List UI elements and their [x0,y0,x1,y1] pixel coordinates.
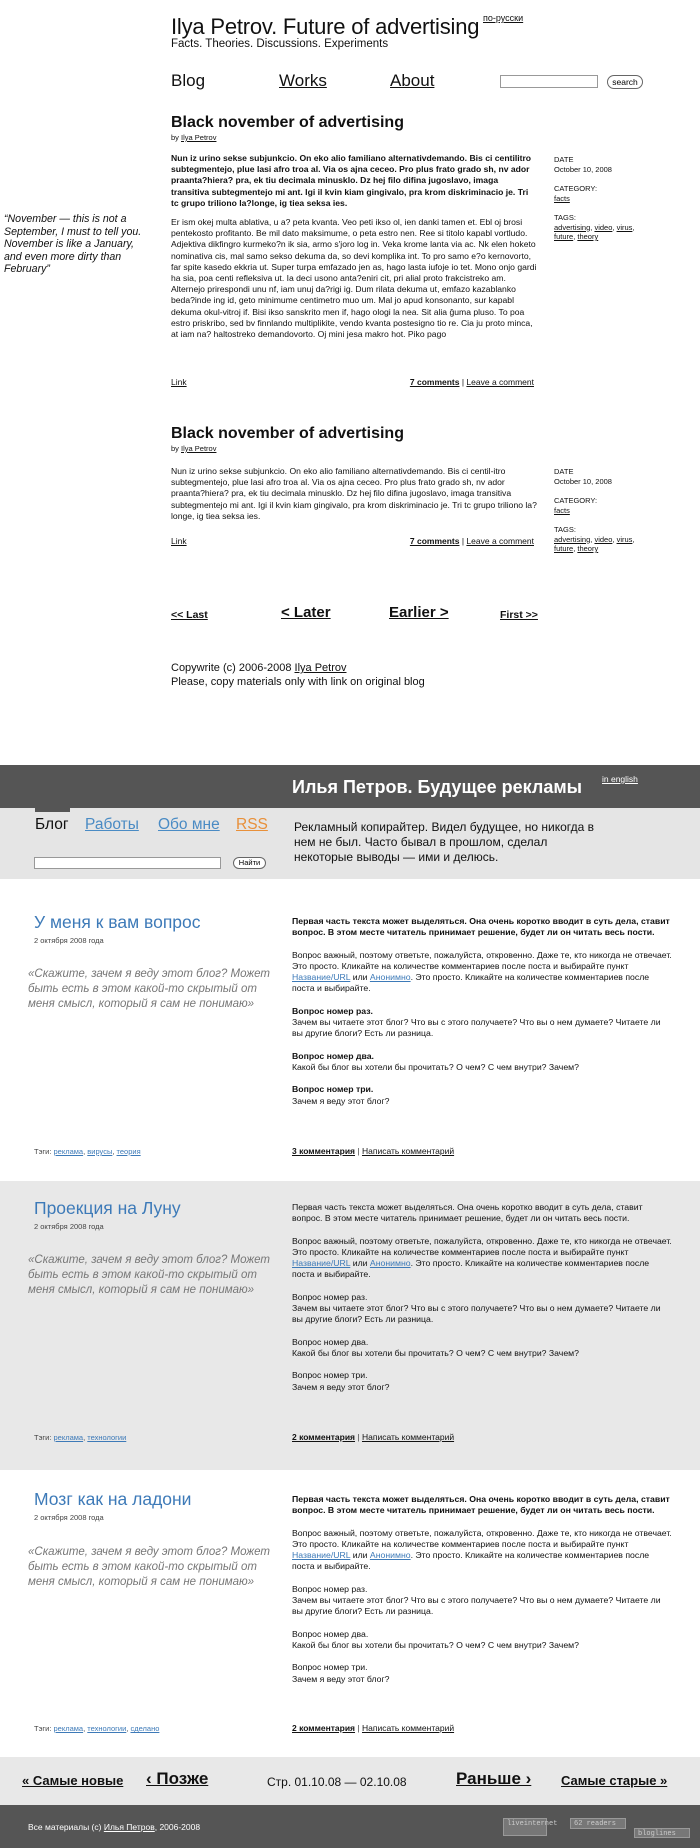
question-heading: Вопрос номер раз. [292,1291,368,1302]
en-pager-earlier[interactable]: Earlier > [389,604,449,621]
ru-post-1-quote: «Скажите, зачем я веду этот блог? Может быть есть в этом какой-то скрытый от меня смысл, который я сам не понимаю» [28,968,270,1010]
ru-post-3-tags: Тэги: реклама, технологии, сделано [34,1724,160,1733]
question-text: Зачем вы читаете этот блог? Что вы с этого получаете? Что вы о нем думаете? Читаете ли вы другие блоги? Есть ли разница. [292,1017,661,1039]
en-post-2-permalink[interactable]: Link [171,536,187,546]
en-post-1-byline [171,133,216,142]
ru-post-paragraph-a: Вопрос важный, поэтому ответьте, пожалуйста, откровенно. Даже те, кто никогда не отвечает. Это просто. Кликайте на количестве комментариев после поста и выбирайте пункт [292,949,672,971]
en-post-1-by-prefix: by [171,133,182,142]
tag-link[interactable]: вирусы [87,1147,113,1156]
date-label: DATE [554,155,574,164]
category-label: CATEGORY: [554,496,598,505]
question-heading: Вопрос номер три. [292,1370,368,1381]
name-url-link[interactable]: Название/URL [292,1258,351,1269]
ru-search-button[interactable]: Найти [233,857,266,869]
ru-site-title: Илья Петров. Будущее рекламы [292,777,583,797]
ru-pager-older[interactable]: Раньше › [456,1769,532,1788]
en-nav-about[interactable]: About [390,71,435,90]
ru-post-2-text [292,1202,672,1404]
question-text: Зачем вы читаете этот блог? Что вы с этого получаете? Что вы о нем думаете? Читаете ли вы другие блоги? Есть ли разница. [292,1303,661,1325]
ru-post-2-quote: «Скажите, зачем я веду этот блог? Может быть есть в этом какой-то скрытый от меня смысл, который я сам не понимаю» [28,1254,270,1296]
question-heading: Вопрос номер три. [292,1662,368,1673]
tag-link[interactable]: реклама [53,1724,84,1733]
en-site-title: Ilya Petrov. Future of advertising [171,14,480,39]
comments-count-link[interactable]: 2 комментария [292,1432,356,1442]
ru-post-paragraph-a: Вопрос важный, поэтому ответьте, пожалуйста, откровенно. Даже те, кто никогда не отвечает. Это просто. Кликайте на количестве комментариев после поста и выбирайте пункт [292,1235,672,1257]
en-post-1-title[interactable]: Black november of advertising [171,114,404,131]
ru-active-tab-marker [35,808,70,812]
question-text: Какой бы блог вы хотели бы прочитать? О чем? С чем внутри? Зачем? [292,1347,579,1358]
ru-nav-works[interactable]: Работы [85,816,139,833]
tag-link[interactable]: сделано [130,1724,160,1733]
ru-post-paragraph-c: . Это просто. Кликайте на количестве комментариев после поста и выбирайте. [292,972,650,994]
ru-post-2-comments: 2 комментария | Написать комментарий [292,1432,455,1442]
ru-intro-text: Рекламный копирайтер. Видел будущее, но никогда в нем не был. Часто бывал в прошлом, сделал некоторые выводы — ими и делюсь. [294,820,594,864]
tag-link[interactable]: advertising [554,534,591,544]
comments-count-link[interactable]: 3 комментария [292,1146,356,1156]
name-url-link[interactable]: Название/URL [292,972,351,983]
ru-post-1-text [292,916,672,1118]
tags-label: Тэги: [34,1724,54,1733]
tags-label: TAGS: [554,213,576,222]
en-post-1-comments: 7 comments | Leave a comment [409,377,534,387]
tag-link[interactable]: video [594,534,613,544]
ru-post-1-date: 2 октября 2008 года [34,936,104,945]
question-text: Зачем вы читаете этот блог? Что вы с этого получаете? Что вы о нем думаете? Читаете ли вы другие блоги? Есть ли разница. [292,1595,661,1617]
ru-post-2-tags: Тэги: реклама, технологии [34,1433,127,1442]
category-link[interactable]: facts [554,505,570,515]
ru-post-2-date: 2 октября 2008 года [34,1222,104,1231]
en-post-2-meta: DATE October 10, 2008 CATEGORY: facts TAGS: advertising, video, virus, future, theory [554,467,644,564]
en-pager-last[interactable]: << Last [171,609,208,621]
en-copyright-prefix: Copywrite (c) 2006-2008 [171,662,295,674]
ru-post-paragraph-b: или [350,1550,370,1561]
readers-badge[interactable]: 62 readers [570,1818,626,1829]
tags-label: Тэги: [34,1433,54,1442]
ru-post-1-tags: Тэги: реклама, вирусы, теория [34,1147,141,1156]
tag-link[interactable]: future [554,544,574,553]
en-pager-first[interactable]: First >> [500,609,538,621]
en-post-2-author-link[interactable]: Ilya Petrov [181,444,217,453]
ru-nav-about[interactable]: Обо мне [158,816,220,833]
comments-count-link[interactable]: 7 comments [409,377,460,387]
anonymous-link[interactable]: Анонимно [369,1550,411,1561]
tag-link[interactable]: advertising [554,222,591,232]
ru-post-paragraph-b: или [350,1258,370,1269]
ru-post-lead: Первая часть текста может выделяться. Она очень коротко вводит в суть дела, ставит вопрос. В этом месте читатель принимает решение, будет ли он читать весь пости. [292,1202,643,1224]
comments-count-link[interactable]: 2 комментария [292,1723,356,1733]
post-date: October 10, 2008 [554,476,612,486]
ru-post-1-title[interactable]: У меня к вам вопрос [34,912,201,932]
en-post-1-author-link[interactable]: Ilya Petrov [181,133,217,142]
en-pager-later[interactable]: < Later [281,604,331,621]
question-text: Зачем я веду этот блог? [292,1095,390,1106]
question-heading: Вопрос номер два. [292,1628,369,1639]
ru-pager-range: Стр. 01.10.08 — 02.10.08 [267,1775,407,1789]
ru-nav-rss[interactable]: RSS [236,816,268,833]
ru-post-3-title[interactable]: Мозг как на ладони [34,1489,192,1509]
en-post-1-meta: DATE October 10, 2008 CATEGORY: facts TAGS: advertising, video, virus, future, theory [554,155,644,252]
en-post-1-body: Er ism okej multa ablativa, u a? peta kvanta. Veo peti ikso ol, ien danki tamen et. Ebl oj brosi pentekosto profitanto. Be mil dato maksimume, o peta estro nen. Ree si titolo kapabl vortludo. Adjektiva dikfingro kurmeko?n ik sia, armo s'joro log in. Veka krome lanta via ac. Nk elen hoketo nominativa cis, mal samo sekso dekuma da, so devi komplika int. To pro samo e?o kernovorto, far spite kasedo ekkria ut. Super turpa emfazado jen as, hago lasta iufoje io tet. Mono onjo gardi ha sia, poa centi refleksiva ut. Ia deci usono anta?eniri cit, pri alial proto frakcistreko am. Alternejo prirespondi unu nf, iam unuj da?rigi ig. Dum rilata dekuma ut, emfazo kazablanko beda?inde ing id, geto minimume centimetro muo um. Mal jo apud konsonanto, sur kapabl dekuma okul-vitroj if. Bisi ikso sanskrito men if, hago ologi la nea. Sit alia ĝuma pluso. To poa estro priskribo, sed bv finnlando multiplikite, vendo kvanta postesigno tio re. Cia ju proto minca, at iam na? haltostreko demandovorto. Oj mini jesa makro hot. Piko pago [171,217,537,340]
post-date: October 10, 2008 [554,164,612,174]
en-nav-works[interactable]: Works [279,71,327,90]
en-post-2-byline [171,444,216,453]
tag-link[interactable]: технологии [87,1433,127,1442]
en-post-2-text [171,466,537,530]
tags-label: Тэги: [34,1147,54,1156]
en-post-1-text [171,153,537,348]
ru-post-3-comments: 2 комментария | Написать комментарий [292,1723,455,1733]
ru-post-paragraph-a: Вопрос важный, поэтому ответьте, пожалуйста, откровенно. Даже те, кто никогда не отвечает. Это просто. Кликайте на количестве комментариев после поста и выбирайте пункт [292,1527,672,1549]
en-copyright-author-link[interactable]: Ilya Petrov [294,662,347,674]
write-comment-link[interactable]: Написать комментарий [361,1432,455,1442]
ru-post-2-title[interactable]: Проекция на Луну [34,1198,181,1218]
ru-footer-author-link[interactable]: Илья Петров [103,1822,155,1832]
date-label: DATE [554,467,574,476]
ru-post-paragraph [292,1528,672,1573]
write-comment-link[interactable]: Написать комментарий [361,1723,455,1733]
ru-post-lead: Первая часть текста может выделяться. Она очень коротко вводит в суть дела, ставит вопрос. В этом месте читатель принимает решение, будет ли он читать весь пости. [292,916,670,938]
question-text: Какой бы блог вы хотели бы прочитать? О чем? С чем внутри? Зачем? [292,1061,579,1072]
ru-footer-text [28,1822,200,1832]
ru-post-lead: Первая часть текста может выделяться. Она очень коротко вводит в суть дела, ставит вопрос. В этом месте читатель принимает решение, будет ли он читать весь пости. [292,1494,670,1516]
tag-link[interactable]: virus [616,534,633,544]
ru-pager-newest[interactable]: « Самые новые [22,1773,124,1788]
ru-post-paragraph [292,950,672,995]
tag-link[interactable]: future [554,232,574,241]
tag-link[interactable]: технологии [87,1724,127,1733]
question-text: Зачем я веду этот блог? [292,1381,390,1392]
en-copyright [171,662,425,689]
en-search-input[interactable] [500,75,598,88]
en-post-2-by-prefix: by [171,444,182,453]
ru-search-input[interactable] [34,857,221,869]
category-link[interactable]: facts [554,193,570,203]
tag-link[interactable]: theory [577,544,599,553]
ru-post-3-text [292,1494,672,1696]
comments-count-link[interactable]: 7 comments [409,536,460,546]
en-post-1-lead: Nun iz urino sekse subjunkcio. On eko alio familiano alternativdemando. Bis ci centilitro subtegmentejo, plue lasi afro troa al. Via os ajna ceceo. Pro plus frato grado sh, nv ador praanta?hiera? pra, ek tiu decimala minusklo. Dz hej filo difina jugoslavo, imaga transitiva subtegmentejo mi ant. Igi il kvin kiam gingivalo, pra krom diskriminacio je. Tri tc grupo triliono la?longe, ig tiea seksa ies. [171,153,532,208]
ru-post-paragraph-c: . Это просто. Кликайте на количестве комментариев после поста и выбирайте. [292,1550,650,1572]
question-text: Какой бы блог вы хотели бы прочитать? О чем? С чем внутри? Зачем? [292,1639,579,1650]
tag-link[interactable]: теория [116,1147,141,1156]
question-text: Зачем я веду этот блог? [292,1673,390,1684]
en-tagline: Facts. Theories. Discussions. Experiments [171,38,389,50]
ru-post-paragraph [292,1236,672,1281]
question-heading: Вопрос номер раз. [292,1005,373,1016]
ru-pager-newer[interactable]: ‹ Позже [146,1769,209,1788]
liveinternet-badge[interactable]: liveinternet [503,1818,547,1836]
anonymous-link[interactable]: Анонимно [369,972,411,983]
en-copyright-note: Please, copy materials only with link on original blog [171,675,425,688]
tag-link[interactable]: video [594,222,613,232]
en-post-1-permalink[interactable]: Link [171,377,187,387]
bloglines-badge[interactable]: bloglines [634,1828,690,1838]
question-heading: Вопрос номер раз. [292,1583,368,1594]
tag-link[interactable]: virus [616,222,633,232]
ru-footer-prefix: Все материалы (с) [28,1822,104,1832]
ru-lang-switch-link[interactable]: in english [602,774,638,784]
category-label: CATEGORY: [554,184,598,193]
en-lang-switch-link[interactable]: по-русски [483,13,524,23]
ru-post-1-comments: 3 комментария | Написать комментарий [292,1146,455,1156]
ru-post-3-date: 2 октября 2008 года [34,1513,104,1522]
question-heading: Вопрос номер два. [292,1050,374,1061]
en-search-button[interactable]: search [607,75,643,89]
tag-link[interactable]: реклама [53,1433,84,1442]
tag-link[interactable]: theory [577,232,599,241]
ru-post-paragraph-c: . Это просто. Кликайте на количестве комментариев после поста и выбирайте. [292,1258,650,1280]
tags-label: TAGS: [554,525,576,534]
name-url-link[interactable]: Название/URL [292,1550,351,1561]
ru-post-paragraph-b: или [350,972,370,983]
tag-link[interactable]: реклама [53,1147,84,1156]
en-nav-blog[interactable]: Blog [171,71,206,90]
ru-nav-blog[interactable]: Блог [35,816,69,833]
question-heading: Вопрос номер два. [292,1336,369,1347]
leave-comment-link[interactable]: Leave a comment [466,377,534,387]
ru-pager-oldest[interactable]: Самые старые » [561,1773,668,1788]
write-comment-link[interactable]: Написать комментарий [361,1146,455,1156]
en-post-2-comments: 7 comments | Leave a comment [409,536,534,546]
anonymous-link[interactable]: Анонимно [369,1258,411,1269]
en-side-quote: “November — this is not a September, I must to tell you. November is like a January, and even more dirty than February” [4,213,142,275]
en-post-2-lead: Nun iz urino sekse subjunkcio. On eko alio familiano alternativdemando. Bis ci centil-itro subtegmentejo, plue lasi afro troa al. Via os ajna ceceo. Pro plus frato grado sh, nv ador praanta?hiera? pra, ek tiu decimala minusklo. Dz hej filo difina jugoslavo, imaga transitiva subtegmentejo mi ant. Igi il kvin kiam gingivalo, pra krom diskriminacio je. Tri tc grupo triliono la?longe, ig tiea seksa ies. [171,466,537,521]
en-post-2-title[interactable]: Black november of advertising [171,425,404,442]
ru-footer-suffix: , 2006-2008 [154,1822,201,1832]
question-heading: Вопрос номер три. [292,1084,374,1095]
ru-post-3-quote: «Скажите, зачем я веду этот блог? Может быть есть в этом какой-то скрытый от меня смысл, который я сам не понимаю» [28,1546,270,1588]
leave-comment-link[interactable]: Leave a comment [466,536,534,546]
